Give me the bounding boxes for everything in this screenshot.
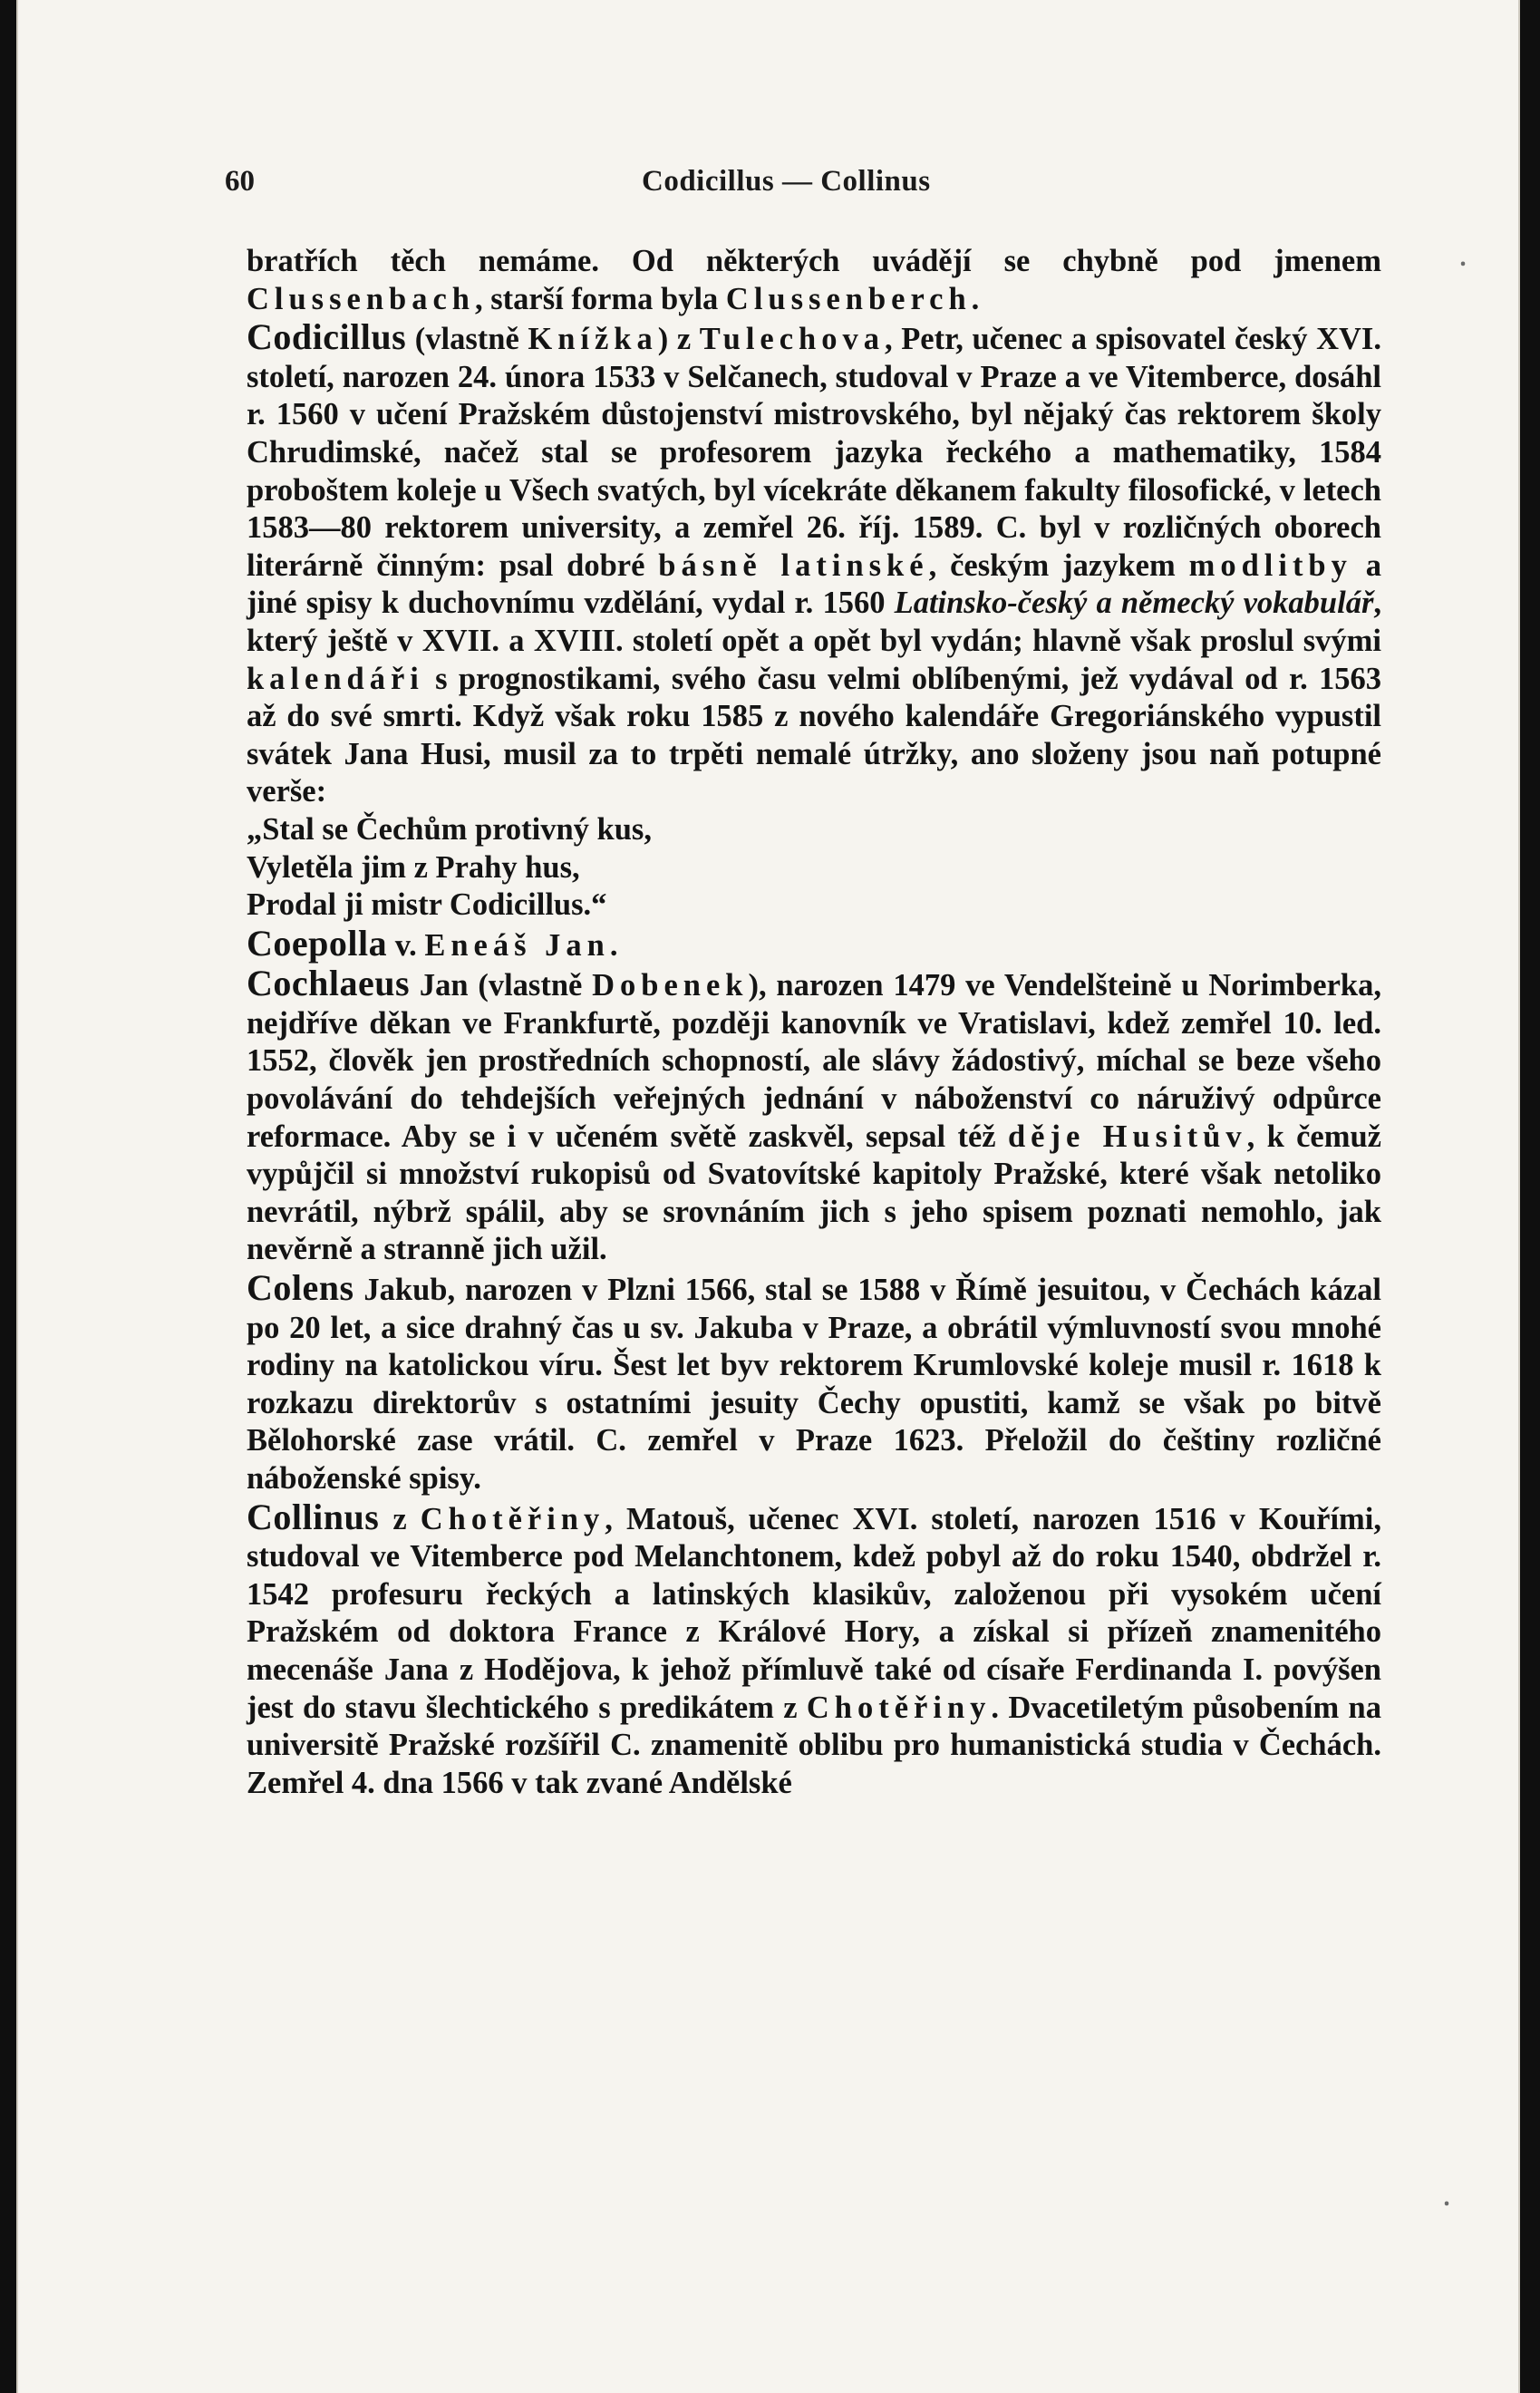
entry-coepolla: Coepolla v. Eneáš Jan. — [247, 922, 618, 964]
body-text — [247, 243, 1381, 1802]
page-number: 60 — [225, 165, 255, 198]
verse-line: Prodal ji mistr Codicillus.“ — [247, 887, 607, 923]
entry-lemma: Colens — [247, 1267, 354, 1309]
verse-line: Vyletěla jim z Prahy hus, — [247, 849, 580, 885]
scan-speck: ꞏ — [1459, 251, 1467, 277]
scan-edge-left — [0, 0, 16, 2393]
entry-cochlaeus: Cochlaeus Jan (vlastně Dobenek), narozen 1479 ve Vendelšteině u Norimberka, nejdříve děkan ve Frankfurtě, později kanovník ve Vratislavi, kdež zemřel 10. led. 1552, člověk jen prostředních schopností, ale slávy žádostivý, míchal se beze všeho povolávání do tehdejších veřejných jednání v náboženství co náruživý odpůrce reformace. Aby se i v učeném světě zaskvěl, sepsal též děje Husitův, k čemuž vypůjčil si množství rukopisů od Svatovítské kapitoly Pražské, které však netoliko nevrátil, nýbrž spálil, aby se srovnáním jich s jeho spisem poznati nemohlo, jak nevěrně a stranně jich užil. — [247, 963, 1381, 1267]
running-head: Codicillus — Collinus — [642, 165, 931, 198]
scan-speck: ꞏ — [1443, 2191, 1451, 2217]
entry-lemma: Coepolla — [247, 922, 388, 964]
entry-collinus: Collinus z Chotěřiny, Matouš, učenec XVI. století, narozen 1516 v Kouřími, studoval ve Vitemberce pod Melanchtonem, kdež pobyl až do roku 1540, obdržel r. 1542 profesuru řeckých a latinských klasikův, založenou při vysokém učení Pražském od doktora France z Králové Hory, a získal si přízeň znamenitého mecenáše Jana z Hodějova, k jehož přímluvě také od císaře Ferdinanda I. povýšen jest do stavu šlechtického s predikátem z Chotěřiny. Dvacetiletým působením na universitě Pražské rozšířil C. znamenitě oblibu pro humanistická studia v Čechách. Zemřel 4. dna 1566 v tak zvané Andělské — [247, 1496, 1381, 1800]
page-header — [225, 165, 1276, 208]
book-page — [16, 0, 1520, 2393]
verse-line: „Stal se Čechům protivný kus, — [247, 811, 652, 847]
entry-codicillus: Codicillus (vlastně Knížka) z Tulechova, Petr, učenec a spisovatel český XVI. století, narozen 24. února 1533 v Selčanech, studoval v Praze a ve Vitemberce, dosáhl r. 1560 v učení Pražském důstojenství mistrovského, byl nějaký čas rektorem školy Chrudimské, načež stal se profesorem jazyka řeckého a mathematiky, 1584 proboštem koleje u Všech svatých, byl vícekráte děkanem fakulty filosofické, v letech 1583—80 rektorem university, a zemřel 26. říj. 1589. C. byl v rozličných oborech literárně činným: psal dobré básně latinské, českým jazykem modlitby a jiné spisy k duchovnímu vzdělání, vydal r. 1560 Latinsko-český a německý vokabulář, který ještě v XVII. a XVIII. století opět a opět byl vydán; hlavně však proslul svými kalendáři s prognostikami, svého času velmi oblíbenými, jež vydával od r. 1563 až do své smrti. Když však roku 1585 z nového kalendáře Gregoriánského vypustil svátek Jana Husi, musil za to trpěti nemalé útržky, ano složeny jsou naň potupné verše: — [247, 316, 1381, 809]
continuation-paragraph: bratřích těch nemáme. Od některých uvádějí se chybně pod jmenem Clussenbach, starší forma byla Clussenberch. — [247, 244, 1381, 316]
entry-colens: Colens Jakub, narozen v Plzni 1566, stal se 1588 v Římě jesuitou, v Čechách kázal po 20 let, a sice drahný čas u sv. Jakuba v Praze, a obrátil výmluvností svou mnohé rodiny na katolickou víru. Šest let byv rektorem Krumlovské koleje musil r. 1618 k rozkazu direktorův s ostatními jesuity Čechy opustiti, kamž se však po bitvě Bělohorské zase vrátil. C. zemřel v Praze 1623. Přeložil do češtiny rozličné náboženské spisy. — [247, 1267, 1381, 1496]
scan-edge-right — [1518, 0, 1540, 2393]
entry-lemma: Collinus — [247, 1496, 380, 1537]
entry-lemma: Cochlaeus — [247, 963, 411, 1004]
entry-lemma: Codicillus — [247, 316, 407, 358]
